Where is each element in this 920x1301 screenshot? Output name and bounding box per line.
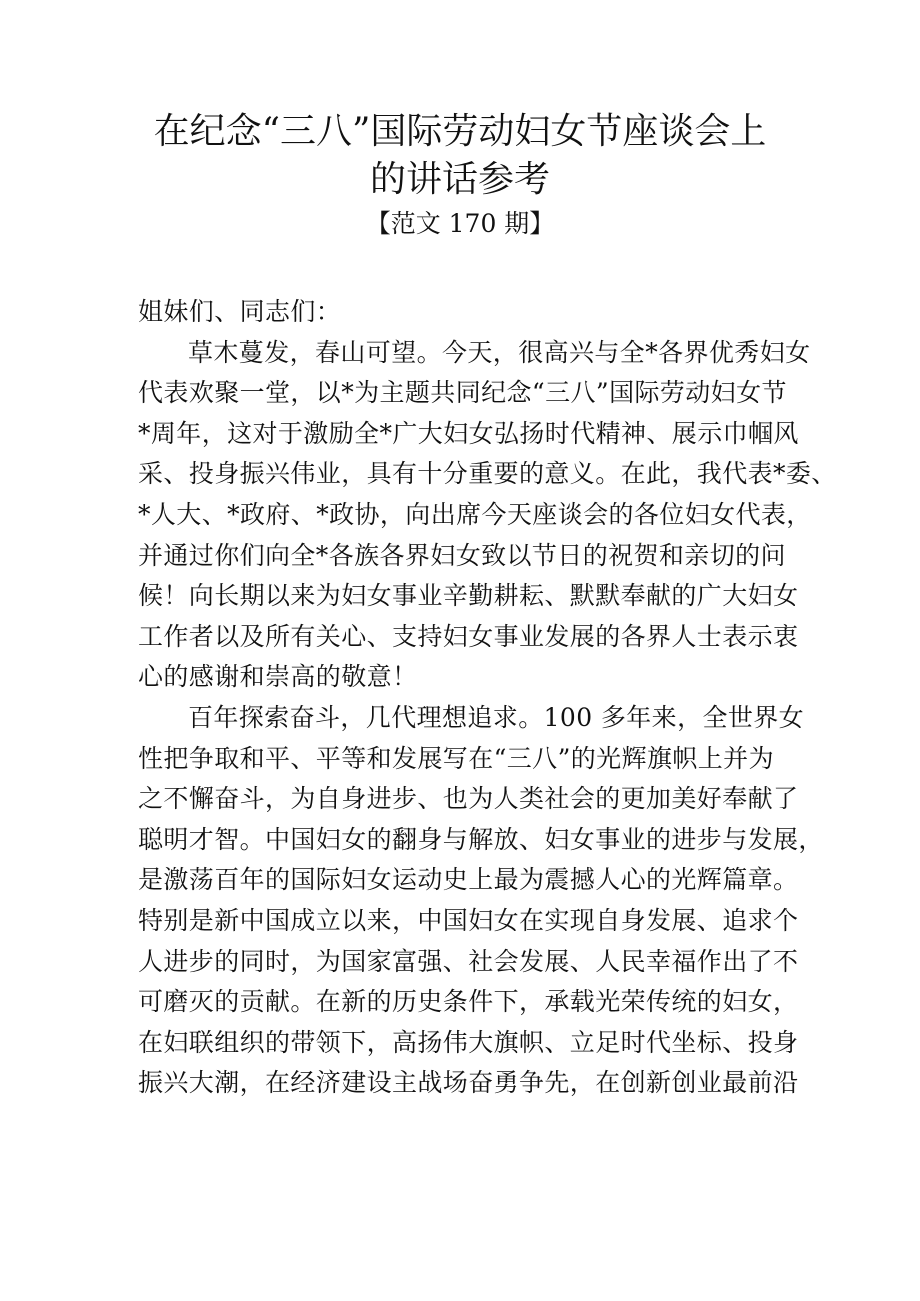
paragraph-line: 工作者以及所有关心、支持妇女事业发展的各界人士表示衷 <box>138 621 799 651</box>
paragraph-line: 之不懈奋斗，为自身进步、也为人类社会的更加美好奉献了 <box>138 784 799 814</box>
paragraph-line: 特别是新中国成立以来，中国妇女在实现自身发展、追求个 <box>138 905 799 935</box>
salutation: 姐妹们、同志们： <box>138 297 342 326</box>
document-body <box>138 292 837 1104</box>
title-line-2: 的讲话参考 <box>369 159 550 200</box>
paragraph-line: 人进步的同时，为国家富强、社会发展、人民幸福作出了不 <box>138 946 799 976</box>
paragraph-line: 并通过你们向全*各族各界妇女致以节日的祝贺和亲切的问 <box>138 540 786 570</box>
paragraph-line: 代表欢聚一堂，以*为主题共同纪念“三八”国际劳动妇女节 <box>138 378 787 408</box>
paragraph-1 <box>138 333 837 698</box>
paragraph-line: 性把争取和平、平等和发展写在“三八”的光辉旗帜上并为 <box>138 743 774 773</box>
paragraph-line: 振兴大潮，在经济建设主战场奋勇争先，在创新创业最前沿 <box>138 1068 799 1098</box>
issue-label: 【范文 170 期】 <box>365 209 555 238</box>
paragraph-line: 采、投身振兴伟业，具有十分重要的意义。在此，我代表*委、 <box>138 459 837 489</box>
paragraph-line: 候！向长期以来为妇女事业辛勤耕耘、默默奉献的广大妇女 <box>138 581 799 611</box>
paragraph-2 <box>138 698 824 1104</box>
paragraph-line: 百年探索奋斗，几代理想追求。100 多年来，全世界女 <box>188 702 805 732</box>
paragraph-line: 聪明才智。中国妇女的翻身与解放、妇女事业的进步与发展， <box>138 824 824 854</box>
paragraph-line: 心的感谢和崇高的敬意！ <box>138 662 418 692</box>
paragraph-line: 在妇联组织的带领下，高扬伟大旗帜、立足时代坐标、投身 <box>138 1027 799 1057</box>
paragraph-line: *人大、*政府、*政协，向出席今天座谈会的各位妇女代表， <box>138 499 812 529</box>
paragraph-line: 是激荡百年的国际妇女运动史上最为震撼人心的光辉篇章。 <box>138 865 799 895</box>
title-line-1: 在纪念“三八”国际劳动妇女节座谈会上 <box>153 111 767 152</box>
paragraph-line: 可磨灭的贡献。在新的历史条件下，承载光荣传统的妇女， <box>138 987 799 1017</box>
paragraph-line: 草木蔓发，春山可望。今天，很高兴与全*各界优秀妇女 <box>188 337 811 367</box>
paragraph-line: *周年，这对于激励全*广大妇女弘扬时代精神、展示巾帼风 <box>138 418 799 448</box>
document-title <box>120 108 800 204</box>
